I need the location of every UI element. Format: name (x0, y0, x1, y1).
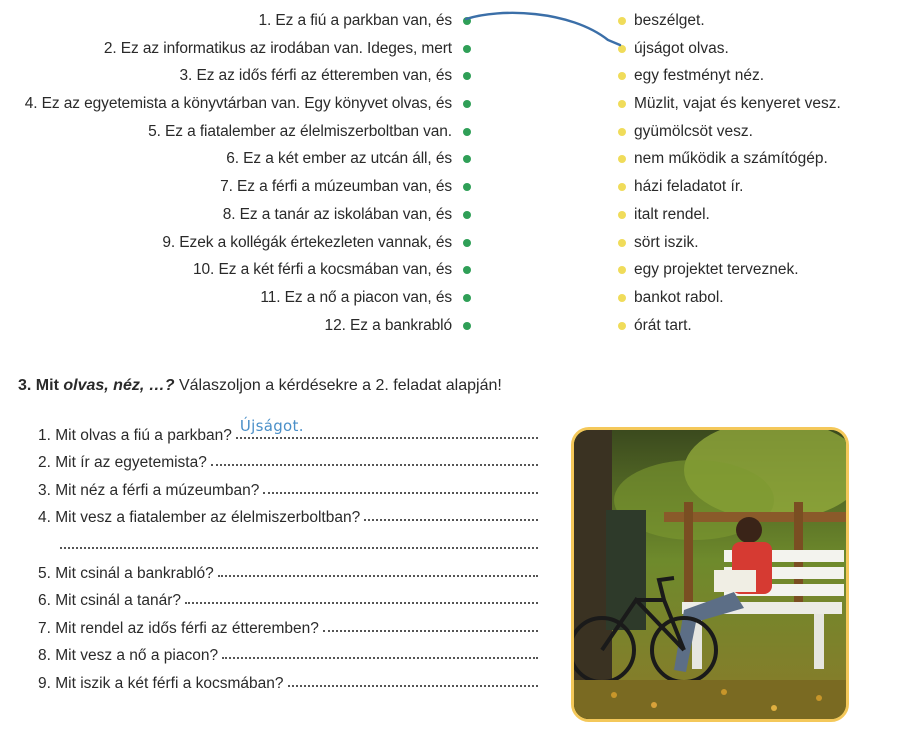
answer-field[interactable] (218, 574, 538, 577)
answer-field[interactable] (222, 656, 538, 659)
right-item[interactable]: gyümölcsöt vesz. (612, 118, 912, 146)
left-item[interactable]: 11. Ez a nő a piacon van, és (0, 284, 477, 312)
yellow-dot-icon[interactable] (618, 45, 626, 53)
green-dot-icon[interactable] (463, 183, 471, 191)
answer-field[interactable] (263, 491, 538, 494)
green-dot-icon[interactable] (463, 17, 471, 25)
green-dot-icon[interactable] (463, 211, 471, 219)
left-item[interactable]: 12. Ez a bankrabló (0, 312, 477, 340)
yellow-dot-icon[interactable] (618, 239, 626, 247)
question-row: 1. Mit olvas a fiú a parkban? Újságot. (38, 417, 538, 445)
right-item[interactable]: italt rendel. (612, 201, 912, 229)
green-dot-icon[interactable] (463, 128, 471, 136)
answer-field[interactable] (364, 518, 538, 521)
green-dot-icon[interactable] (463, 239, 471, 247)
yellow-dot-icon[interactable] (618, 322, 626, 330)
answer-field[interactable] (60, 546, 538, 549)
question-row: 3. Mit néz a férfi a múzeumban? (38, 472, 538, 500)
yellow-dot-icon[interactable] (618, 211, 626, 219)
question-row: 6. Mit csinál a tanár? (38, 583, 538, 611)
green-dot-icon[interactable] (463, 100, 471, 108)
right-item[interactable]: egy festményt néz. (612, 62, 912, 90)
left-item[interactable]: 3. Ez az idős férfi az étteremben van, és (0, 62, 477, 90)
yellow-dot-icon[interactable] (618, 128, 626, 136)
left-item[interactable]: 1. Ez a fiú a parkban van, és (0, 7, 477, 35)
green-dot-icon[interactable] (463, 45, 471, 53)
answer-field[interactable] (288, 684, 538, 687)
right-item[interactable]: nem működik a számítógép. (612, 145, 912, 173)
right-item[interactable]: órát tart. (612, 312, 912, 340)
yellow-dot-icon[interactable] (618, 100, 626, 108)
left-item[interactable]: 9. Ezek a kollégák értekezleten vannak, és (0, 229, 477, 257)
right-item[interactable]: beszélget. (612, 7, 912, 35)
yellow-dot-icon[interactable] (618, 183, 626, 191)
question-row: 2. Mit ír az egyetemista? (38, 445, 538, 473)
handwritten-answer: Újságot. (239, 416, 304, 435)
question-row: 4. Mit vesz a fiatalember az élelmiszerboltban? (38, 500, 538, 528)
green-dot-icon[interactable] (463, 155, 471, 163)
answer-field[interactable] (211, 463, 538, 466)
question-row: 7. Mit rendel az idős férfi az étteremben? (38, 610, 538, 638)
green-dot-icon[interactable] (463, 266, 471, 274)
yellow-dot-icon[interactable] (618, 266, 626, 274)
question-row: 9. Mit iszik a két férfi a kocsmában? (38, 665, 538, 693)
left-item[interactable]: 6. Ez a két ember az utcán áll, és (0, 145, 477, 173)
right-item[interactable]: házi feladatot ír. (612, 173, 912, 201)
right-item[interactable]: újságot olvas. (612, 35, 912, 63)
matching-right-column (612, 7, 912, 339)
park-scene-illustration (574, 430, 846, 719)
question-row-continuation (38, 527, 538, 555)
left-item[interactable]: 10. Ez a két férfi a kocsmában van, és (0, 256, 477, 284)
park-bench-photo (571, 427, 849, 722)
yellow-dot-icon[interactable] (618, 17, 626, 25)
answer-field[interactable] (236, 416, 538, 439)
yellow-dot-icon[interactable] (618, 72, 626, 80)
question-row: 5. Mit csinál a bankrabló? (38, 555, 538, 583)
left-item[interactable]: 7. Ez a férfi a múzeumban van, és (0, 173, 477, 201)
left-item[interactable]: 2. Ez az informatikus az irodában van. Ideges, mert (0, 35, 477, 63)
left-item[interactable]: 4. Ez az egyetemista a könyvtárban van. Egy könyvet olvas, és (0, 90, 477, 118)
yellow-dot-icon[interactable] (618, 155, 626, 163)
green-dot-icon[interactable] (463, 294, 471, 302)
left-item[interactable]: 5. Ez a fiatalember az élelmiszerboltban van. (0, 118, 477, 146)
right-item[interactable]: Müzlit, vajat és kenyeret vesz. (612, 90, 912, 118)
right-item[interactable]: sört iszik. (612, 229, 912, 257)
yellow-dot-icon[interactable] (618, 294, 626, 302)
left-item[interactable]: 8. Ez a tanár az iskolában van, és (0, 201, 477, 229)
answer-field[interactable] (185, 601, 538, 604)
question-list (38, 417, 538, 693)
answer-field[interactable] (323, 629, 538, 632)
green-dot-icon[interactable] (463, 322, 471, 330)
matching-left-column (0, 7, 477, 339)
question-row: 8. Mit vesz a nő a piacon? (38, 638, 538, 666)
green-dot-icon[interactable] (463, 72, 471, 80)
task-3-heading: 3. Mit olvas, néz, …? Válaszoljon a kérdésekre a 2. feladat alapján! (18, 377, 502, 394)
right-item[interactable]: egy projektet terveznek. (612, 256, 912, 284)
right-item[interactable]: bankot rabol. (612, 284, 912, 312)
